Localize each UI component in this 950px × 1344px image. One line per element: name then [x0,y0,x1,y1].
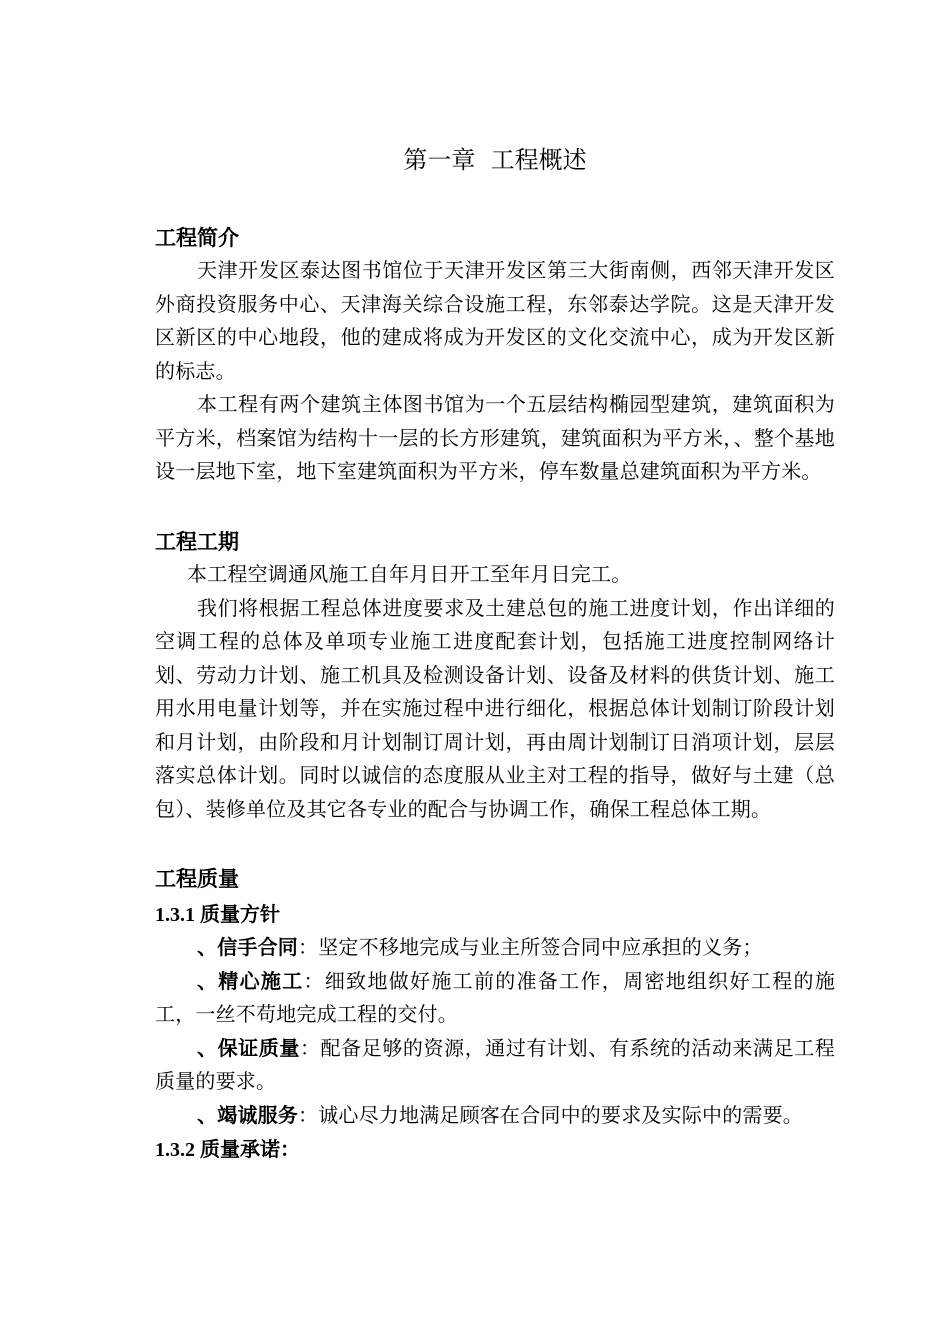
policy-item-4 [155,1099,835,1133]
policy-text: ：坚定不移地完成与业主所签合同中应承担的义务； [298,935,763,959]
policy-text: ：配备足够的资源，通过有计划、有系统的活动来满足工程质量的要求。 [155,1035,835,1093]
policy-label: 、信手合同 [197,935,298,959]
overview-heading: 工程简介 [155,226,239,250]
policy-label: 、竭诚服务 [197,1102,298,1127]
schedule-paragraph-1: 本工程空调通风施工自年月日开工至年月日完工。 [187,562,632,586]
policy-text: ：细致地做好施工前的准备工作，周密地组织好工程的施工，一丝不苟地完成工程的交付。 [155,968,836,1026]
overview-section [155,222,835,489]
overview-paragraph-2: 本工程有两个建筑主体图书馆为一个五层结构椭园型建筑，建筑面积为平方米，档案馆为结构十一层的长方形建筑，建筑面积为平方米，、整个基地设一层地下室，地下室建筑面积为平方米，停车数量总建筑面积为平方米。 [155,392,835,483]
chapter-title: 第一章 工程概述 [403,146,587,174]
policy-item-1 [155,931,835,965]
schedule-paragraph-2: 我们将根据工程总体进度要求及土建总包的施工进度计划，作出详细的空调工程的总体及单项专业施工进度配套计划，包括施工进度控制网络计划、劳动力计划、施工机具及检测设备计划、设备及材料的供货计划、施工用水用电量计划等，并在实施过程中进行细化，根据总体计划制订阶段计划和月计划，由阶段和月计划制订周计划，再由周计划制订日消项计划，层层落实总体计划。同时以诚信的态度服从业主对工程的指导，做好与土建（总包）、装修单位及其它各专业的配合与协调工作，确保工程总体工期。 [155,595,835,821]
quality-commitment-heading: 1.3.2 质量承诺： [155,1139,300,1161]
schedule-heading: 工程工期 [155,530,239,554]
policy-item-2 [155,965,835,1032]
policy-item-3 [155,1032,835,1099]
policy-text: ：诚心尽力地满足顾客在合同中的要求及实际中的需要。 [298,1102,803,1127]
policy-label: 、保证质量 [197,1035,300,1060]
quality-policy-heading: 1.3.1 质量方针 [155,904,280,926]
policy-label: 、精心施工 [197,968,304,993]
quality-section [155,863,835,1166]
schedule-section [155,526,835,826]
overview-paragraph-1: 天津开发区泰达图书馆位于天津开发区第三大街南侧，西邻天津开发区外商投资服务中心、天津海关综合设施工程，东邻泰达学院。这是天津开发区新区的中心地段，他的建成将成为开发区的文化交流中心，成为开发区新的标志。 [155,258,835,383]
quality-heading: 工程质量 [155,867,239,891]
